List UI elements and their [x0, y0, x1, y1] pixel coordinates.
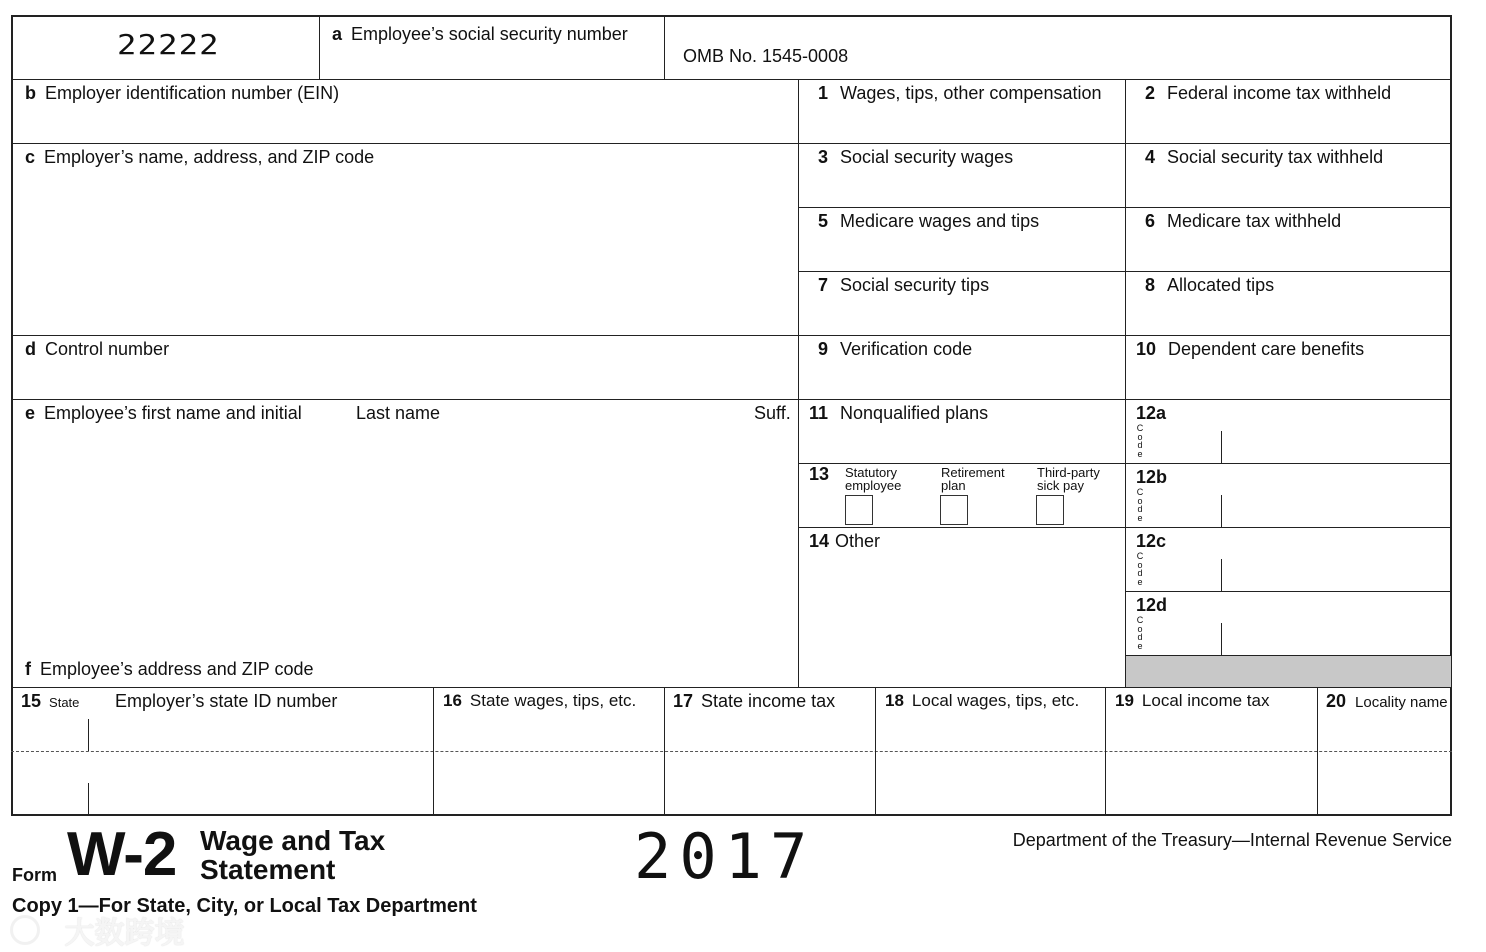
box-1[interactable]: [818, 83, 1101, 103]
code-label: [1136, 552, 1144, 586]
box-8[interactable]: [1145, 275, 1274, 295]
box-4[interactable]: [1145, 147, 1383, 167]
box-5[interactable]: [818, 211, 1039, 231]
box-17[interactable]: [673, 691, 835, 711]
divider-dashed: [11, 751, 1452, 752]
box-14-label: Other: [835, 531, 881, 551]
box-3[interactable]: [818, 147, 1013, 167]
box-number: 5: [818, 211, 829, 231]
box-15-state-label: State: [49, 695, 80, 710]
code-letter: o: [1137, 559, 1143, 570]
code-letter: C: [1136, 551, 1144, 561]
divider: [1125, 591, 1452, 592]
field-e-suffix: Suff.: [754, 403, 791, 423]
box-18[interactable]: [885, 691, 1079, 711]
watermark-logo-icon: [10, 915, 40, 945]
code-divider: [1221, 431, 1222, 463]
box-6-label: Medicare tax withheld: [1167, 211, 1342, 231]
box-19[interactable]: [1115, 691, 1270, 711]
box-number: 11: [809, 403, 829, 423]
box-number: 1: [818, 83, 829, 103]
box-20-label: Locality name: [1355, 694, 1448, 711]
box-number: 8: [1145, 275, 1156, 295]
code-letter: C: [1136, 615, 1144, 625]
code-letter: d: [1137, 440, 1143, 451]
shaded-area: [1126, 656, 1451, 687]
retirement-plan-label: [941, 466, 1005, 492]
box-19-label: Local income tax: [1141, 691, 1270, 710]
tax-year: 2017: [634, 820, 816, 893]
code-letter: e: [1137, 640, 1143, 651]
box-16[interactable]: [443, 691, 636, 711]
form-title-line: Wage and Tax: [200, 825, 386, 856]
box-13-number: 13: [809, 464, 830, 484]
field-e-last-name: Last name: [356, 403, 441, 423]
field-a-label: Employee’s social security number: [351, 24, 628, 44]
box-1-label: Wages, tips, other compensation: [840, 83, 1102, 103]
divider: [664, 687, 665, 816]
box-18-label: Local wages, tips, etc.: [911, 691, 1080, 710]
box-10[interactable]: [1136, 339, 1364, 359]
state-divider: [88, 783, 89, 815]
code-label: [1136, 488, 1144, 522]
box-9[interactable]: [818, 339, 972, 359]
box-12a-number[interactable]: 12a: [1136, 403, 1167, 423]
divider: [11, 335, 1452, 336]
field-letter: a: [332, 24, 343, 44]
control-code: 22222: [117, 28, 220, 61]
divider: [11, 143, 1452, 144]
box-12b-number[interactable]: 12b: [1136, 467, 1168, 487]
divider: [1105, 687, 1106, 816]
omb-number: OMB No. 1545-0008: [683, 46, 849, 66]
box-17-label: State income tax: [701, 691, 836, 711]
field-b-label: Employer identification number (EIN): [45, 83, 340, 103]
field-d[interactable]: [25, 339, 169, 359]
form-name: W-2: [67, 820, 177, 889]
field-e[interactable]: [25, 403, 302, 423]
code-letter: d: [1137, 568, 1143, 579]
third-party-sick-pay-checkbox[interactable]: [1036, 495, 1064, 525]
field-letter: b: [25, 83, 36, 103]
divider: [11, 687, 1452, 688]
copy-designation: Copy 1—For State, City, or Local Tax Department: [12, 895, 477, 917]
box-number: 20: [1326, 691, 1347, 711]
divider: [664, 15, 665, 79]
box-12c-number[interactable]: 12c: [1136, 531, 1167, 551]
label-line: Retirement: [941, 465, 1005, 480]
box-number: 17: [673, 691, 694, 711]
department-text: Department of the Treasury—Internal Revenue Service: [1012, 830, 1452, 850]
label-line: Third-party: [1037, 465, 1100, 480]
box-5-label: Medicare wages and tips: [840, 211, 1040, 231]
label-line: sick pay: [1037, 478, 1084, 493]
code-letter: o: [1137, 431, 1143, 442]
box-15-label: Employer’s state ID number: [115, 691, 338, 711]
label-line: employee: [845, 478, 902, 493]
form-label: Form: [12, 865, 57, 885]
box-number: 3: [818, 147, 829, 167]
box-14[interactable]: [809, 531, 880, 551]
code-letter: C: [1136, 423, 1144, 433]
statutory-employee-label: [845, 466, 901, 492]
field-f[interactable]: [25, 659, 314, 679]
divider: [875, 687, 876, 816]
code-letter: d: [1137, 632, 1143, 643]
third-party-sick-pay-label: [1037, 466, 1100, 492]
box-number: 2: [1145, 83, 1156, 103]
field-a[interactable]: [332, 24, 628, 44]
field-e-label: Employee’s first name and initial: [44, 403, 302, 423]
field-c[interactable]: [25, 147, 374, 167]
field-letter: c: [25, 147, 36, 167]
box-3-label: Social security wages: [840, 147, 1014, 167]
code-divider: [1221, 495, 1222, 527]
statutory-employee-checkbox[interactable]: [845, 495, 873, 525]
code-label: [1136, 424, 1144, 458]
form-title: [200, 826, 385, 884]
field-f-label: Employee’s address and ZIP code: [40, 659, 314, 679]
code-divider: [1221, 559, 1222, 591]
field-c-label: Employer’s name, address, and ZIP code: [44, 147, 375, 167]
box-2[interactable]: [1145, 83, 1391, 103]
retirement-plan-checkbox[interactable]: [940, 495, 968, 525]
box-16-label: State wages, tips, etc.: [469, 691, 637, 710]
divider: [433, 687, 434, 816]
box-number: 14: [809, 531, 830, 551]
divider: [1125, 79, 1126, 687]
divider: [11, 399, 1452, 400]
divider: [1317, 687, 1318, 816]
code-letter: C: [1136, 487, 1144, 497]
watermark-text: 大数跨境: [64, 917, 185, 950]
box-6[interactable]: [1145, 211, 1341, 231]
watermark: [10, 908, 184, 952]
divider: [319, 15, 320, 79]
box-number: 15: [21, 691, 42, 711]
box-number: 16: [443, 691, 462, 710]
field-b[interactable]: [25, 83, 339, 103]
box-20[interactable]: [1326, 691, 1448, 713]
state-divider: [88, 719, 89, 751]
box-11-label: Nonqualified plans: [840, 403, 989, 423]
box-12d-number[interactable]: 12d: [1136, 595, 1168, 615]
box-8-label: Allocated tips: [1167, 275, 1275, 295]
field-letter: d: [25, 339, 36, 359]
box-4-label: Social security tax withheld: [1167, 147, 1384, 167]
code-label: [1136, 616, 1144, 650]
box-11[interactable]: [809, 403, 988, 423]
code-letter: e: [1137, 576, 1143, 587]
box-15[interactable]: [21, 691, 79, 713]
box-7[interactable]: [818, 275, 989, 295]
field-d-label: Control number: [45, 339, 170, 359]
code-letter: e: [1137, 448, 1143, 459]
box-number: 6: [1145, 211, 1156, 231]
divider: [798, 79, 799, 687]
code-letter: e: [1137, 512, 1143, 523]
field-letter: e: [25, 403, 36, 423]
divider: [11, 79, 1452, 80]
box-9-label: Verification code: [840, 339, 973, 359]
code-letter: o: [1137, 495, 1143, 506]
label-line: Statutory: [845, 465, 898, 480]
code-letter: d: [1137, 504, 1143, 515]
label-line: plan: [941, 478, 966, 493]
box-number: 18: [885, 691, 904, 710]
box-number: 10: [1136, 339, 1157, 359]
box-7-label: Social security tips: [840, 275, 990, 295]
box-number: 19: [1115, 691, 1134, 710]
code-letter: o: [1137, 623, 1143, 634]
field-letter: f: [25, 659, 31, 679]
form-title-line: Statement: [200, 854, 336, 885]
code-divider: [1221, 623, 1222, 655]
box-number: 7: [818, 275, 829, 295]
box-number: 4: [1145, 147, 1156, 167]
box-10-label: Dependent care benefits: [1168, 339, 1365, 359]
box-number: 9: [818, 339, 829, 359]
box-2-label: Federal income tax withheld: [1167, 83, 1392, 103]
